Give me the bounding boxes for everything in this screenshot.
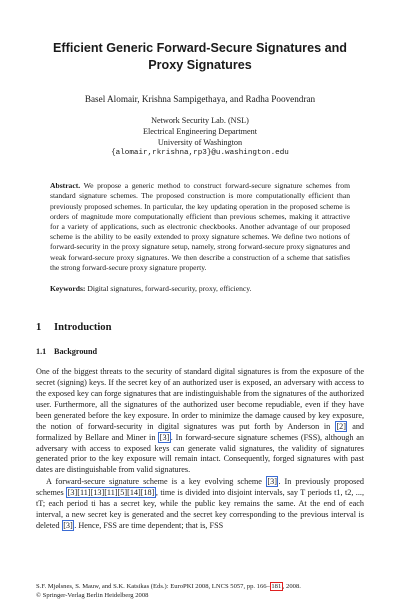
- citation-link-anderson[interactable]: [2]: [336, 421, 346, 431]
- para2-text-4: . Hence, FSS are time dependent; that is, FSS: [74, 520, 224, 530]
- citation-link-bellare[interactable]: [3]: [159, 432, 170, 442]
- affiliation-block: [36, 116, 364, 159]
- affiliation-dept: Electrical Engineering Department: [142, 126, 258, 136]
- citation-link-key-evolving[interactable]: [3]: [267, 477, 277, 487]
- subsection-number: 1.1: [36, 347, 47, 357]
- author-list: Basel Alomair, Krishna Sampigethaya, and Radha Poovendran: [84, 94, 316, 104]
- section-title: Introduction: [54, 322, 112, 334]
- abstract-label: Abstract.: [50, 181, 81, 191]
- para2-text-2: . In previously proposed schemes: [36, 477, 364, 498]
- body-paragraph-2: [36, 477, 364, 532]
- para1-text-1: One of the biggest threats to the security of standard digital signatures is from the exposure of the secret (signing) keys. If the secret key of an authorized user is exposed, an adversary with access to the exposed key can forge signatures that are indistinguishable from the signatures of the authorized user. Furthermore, all the signatures of the authorized user become repudiable, even if they have been generated before the key exposure. In order to minimize the damage caused by key exposure, the notion of forward-security in digital signatures was put forth by Anderson in: [36, 367, 364, 431]
- paper-page: [36, 40, 364, 532]
- paper-title: Efficient Generic Forward-Secure Signatures and Proxy Signatures: [53, 41, 347, 72]
- para2-text-3: , time is divided into disjoint intervals, say T periods t1, t2, ..., tT; each period ti has a secret key, while the public key remains the same. At the end of each interval, a new secret key is generated and the secret key corresponding to the previous interval is deleted: [36, 488, 364, 530]
- author-emails: {alomair,rkrishna,rp3}@u.washington.edu: [111, 149, 289, 158]
- affiliation-lab: Network Security Lab. (NSL): [151, 116, 249, 125]
- footer-page-link[interactable]: 181: [271, 583, 282, 590]
- footer-citation-text: S.F. Mjølsnes, S. Mauw, and S.K. Katsikas (Eds.): EuroPKI 2008, LNCS 5057, pp. 166–: [36, 583, 270, 590]
- footer-citation-tail: , 2008.: [282, 583, 301, 590]
- footer-copyright: © Springer-Verlag Berlin Heidelberg 2008: [36, 591, 149, 599]
- keywords: [50, 284, 350, 294]
- citation-link-group[interactable]: [3][11][13][11][5][14][18]: [67, 488, 155, 498]
- subsection-title: Background: [54, 347, 98, 357]
- page-footer: [36, 583, 364, 600]
- section-number: 1: [36, 322, 42, 334]
- para1-text-2: and formalized by Bellare and Miner in: [36, 421, 365, 442]
- subsection-heading: [36, 347, 364, 356]
- keywords-text: Digital signatures, forward-security, proxy, efficiency.: [87, 284, 252, 294]
- body-paragraph-1: [36, 367, 364, 476]
- abstract-text: We propose a generic method to construct forward-secure signature schemes from standard signature schemes. The proposed construction is more computationally efficient than previously proposed schemes. In particular, the key updating operation in the proposed scheme is orders of magnitude more computationally efficient than previous schemes, making it attractive for a variety of applications, such as electronic checkbooks. Another advantage of our proposed scheme is the ability to be easily extended to proxy signature schemes. We define two notions of forward-security in the proxy signature setup, namely, strong forward-secure proxy signatures and weak forward-secure proxy signatures. We then describe a construction of a scheme that satisfies the strong forward-secure proxy signature property.: [50, 181, 350, 272]
- footer-citation: [36, 583, 364, 592]
- keywords-label: Keywords:: [50, 284, 86, 294]
- section-heading: [36, 322, 364, 333]
- para2-text-1: A forward-secure signature scheme is a key evolving scheme: [46, 477, 262, 487]
- affiliation-univ: University of Washington: [157, 137, 243, 147]
- citation-link-deleted[interactable]: [3]: [63, 520, 73, 530]
- para1-text-3: . In forward-secure signature schemes (FSS), although an adversary with access to exposed keys can generate valid signatures, the validity of signatures generated prior to the key exposure will remain intact. Consequently, forged signatures with past dates are distinguishable from valid signatures.: [36, 432, 364, 475]
- abstract: [50, 181, 350, 273]
